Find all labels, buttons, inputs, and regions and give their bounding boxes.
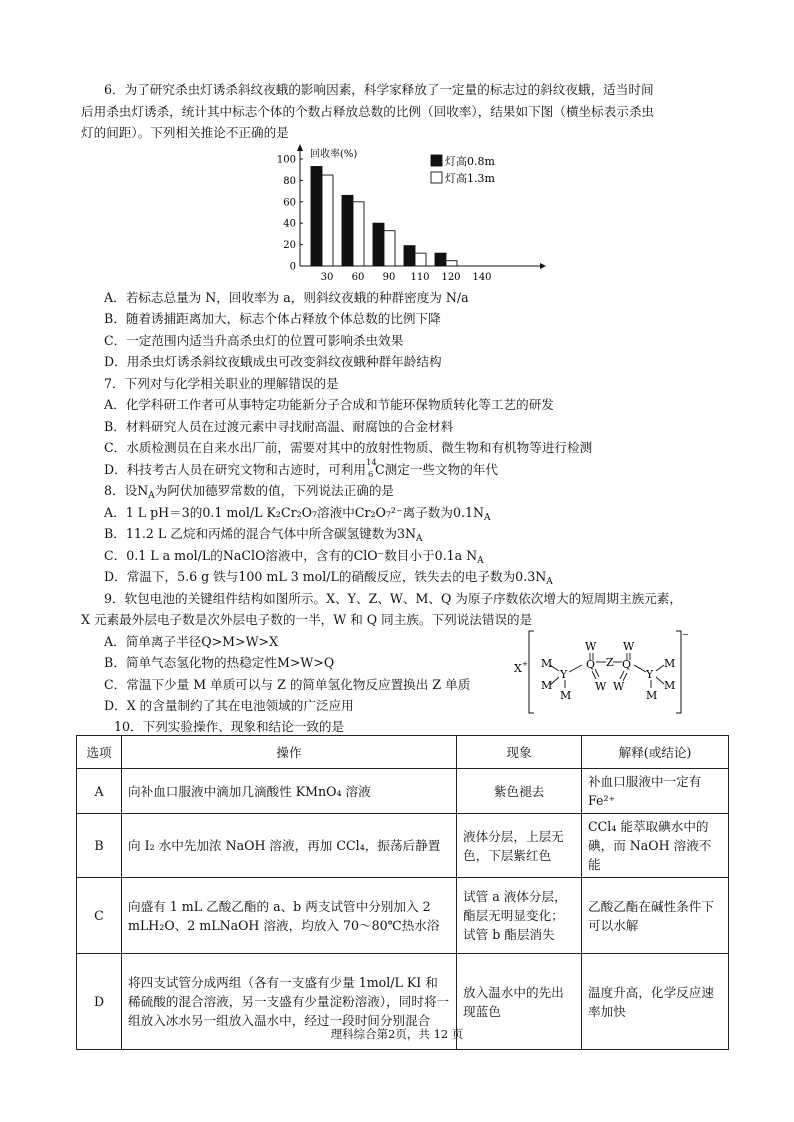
row-operation: 向盛有 1 mL 乙酸乙酯的 a、b 两支试管中分别加入 2 mLH₂O、2 mLNaOH 溶液，均放入 70～80℃热水浴 [122,878,457,954]
atom-m: M [664,657,676,670]
table-row [77,878,729,954]
x-tick-label: 120 [441,272,461,283]
row-option: B [77,814,122,878]
x-tick-label: 110 [410,272,430,283]
cation-charge: + [522,660,528,668]
q7-option-d [104,459,498,480]
row-explanation: CCl₄ 能萃取碘水中的碘，而 NaOH 溶液不能 [582,814,729,878]
q9-option-d: D．X 的含量制约了其在电池领域的广泛应用 [104,698,354,713]
atom-m: M [560,689,572,702]
right-bracket [676,631,681,713]
row-option: C [77,878,122,954]
table-row [77,769,729,814]
y-axis-arrow [297,144,303,151]
bar-h13 [353,202,364,266]
row-phenomenon: 紫色褪去 [457,769,582,814]
x-axis-arrow [540,263,546,269]
q8-stem-post: 为阿伏加德罗常数的值，下列说法正确的是 [154,483,395,498]
q9-option-b: B．简单气态氢化物的热稳定性M>W>Q [104,655,335,670]
q7-option-a: A．化学科研工作者可从事特定功能新分子合成和节能环保物质转化等工艺的研发 [104,397,554,412]
y-tick-label: 60 [283,197,296,209]
atoms [541,640,675,702]
q8-option-b-sub: A [415,534,423,544]
row-option: A [77,769,122,814]
q9-option-c: C．常温下少量 M 单质可以与 Z 的简单氢化物反应置换出 Z 单质 [104,677,471,692]
atom-q: Q [586,658,596,671]
atom-m: M [646,689,658,702]
bar-h08 [311,166,322,266]
atom-w: W [585,640,597,653]
header-operation: 操作 [122,736,457,769]
recovery-rate-chart [268,142,558,287]
q8-option-d-sub: A [546,577,553,587]
atom-y: Y [560,668,568,681]
atom-m: M [664,679,676,692]
atom-y: Y [646,668,654,681]
q7-stem: 7．下列对与化学相关职业的理解错误的是 [104,376,339,391]
q6-option-a: A．若标志总量为 N，回收率为 a，则斜纹夜蛾的种群密度为 N/a [104,290,469,305]
bar-h13 [415,253,426,266]
x-tick-label: 140 [472,272,492,283]
x-tick-label: 60 [351,272,365,283]
q8-option-b-text: B．11.2 L 乙烷和丙烯的混合气体中所含碳氢键数为3N [104,526,416,541]
isotope-element: C [374,462,385,477]
q6-option-d: D．用杀虫灯诱杀斜纹夜蛾成虫可改变斜纹夜蛾种群年龄结构 [104,354,442,369]
q10-stem: 10．下列实验操作、现象和结论一致的是 [114,719,345,734]
battery-anion-structure [512,627,688,717]
y-tick-label: 0 [289,261,296,273]
x-tick-label: 30 [320,272,334,283]
bar-h08 [435,253,446,266]
header-explanation: 解释(或结论) [582,736,729,769]
atom-m: M [541,657,553,670]
isotope-notation [365,458,377,480]
isotope-mass: 14 [365,458,377,468]
q8-option-c-text: C．0.1 L a mol/L的NaClO溶液中，含有的ClO⁻数目小于0.1a N [104,548,478,563]
q6-option-b: B．随着诱捕距离加大，标志个体占释放个体总数的比例下降 [104,311,441,326]
bar-h13 [384,231,395,266]
legend-swatch [431,155,442,166]
page-footer: 理科综合第2页，共 12 页 [330,1027,464,1041]
y-tick-label: 80 [283,175,296,187]
row-phenomenon: 放入温水中的先出现蓝色 [457,954,582,1050]
row-operation: 向 I₂ 水中先加浓 NaOH 溶液，再加 CCl₄，振荡后静置 [122,814,457,878]
y-tick-label: 40 [283,218,296,230]
y-tick-label: 100 [276,154,296,166]
atom-q: Q [622,658,632,671]
atom-z: Z [606,656,614,669]
anion-charge: − [682,630,689,639]
x-tick-label: 90 [382,272,396,283]
atom-w: W [595,680,607,693]
row-option: D [77,954,122,1050]
row-explanation: 乙酸乙酯在碱性条件下可以水解 [582,878,729,954]
q7-option-d-pre: D．科技考古人员在研究文物和古迹时，可利用 [104,462,366,477]
q6-line-1: 6．为了研究杀虫灯诱杀斜纹夜蛾的影响因素，科学家释放了一定量的标志过的斜纹夜蛾，适当时间 [104,82,654,97]
header-phenomenon: 现象 [457,736,582,769]
row-phenomenon: 液体分层，上层无色，下层紫红色 [457,814,582,878]
q8-option-c-sub: A [477,556,484,566]
bar-h08 [342,195,353,266]
y-axis-label: 回收率(%) [310,149,358,160]
q8-option-a-text: A．1 L pH＝3的0.1 mol/L K₂Cr₂O₇溶液中Cr₂O₇²⁻离子数为0.1N [104,505,485,520]
bar-h13 [322,175,333,266]
q7-option-b: B．材料研究人员在过渡元素中寻找耐高温、耐腐蚀的合金材料 [104,419,454,434]
table-header-row [77,736,729,769]
bar-h08 [404,246,415,266]
bar-h13 [446,261,457,266]
q8-stem-sub: A [148,491,155,501]
atom-m: M [541,679,553,692]
q9-line-1: 9．软包电池的关键组件结构如图所示。X、Y、Z、W、M、Q 为原子序数依次增大的短周期主族元素， [104,591,682,606]
legend-label: 灯高1.3m [445,172,495,185]
q8-stem-pre: 8．设N [104,483,149,498]
legend-label: 灯高0.8m [445,155,495,168]
row-operation: 将四支试管分成两组（各有一支盛有少量 1mol/L KI 和稀硫酸的混合溶液，另一支盛有少量淀粉溶液），同时将一组放入冰水另一组放入温水中，经过一段时间分别混合 [122,954,457,1050]
row-phenomenon: 试管 a 液体分层，酯层无明显变化；试管 b 酯层消失 [457,878,582,954]
bar-h08 [373,223,384,266]
q7-option-c: C．水质检测员在自来水出厂前，需要对其中的放射性物质、微生物和有机物等进行检测 [104,440,593,455]
q9-line-2: X 元素最外层电子数是次外层电子数的一半，W 和 Q 同主族。下列说法错误的是 [81,612,533,627]
q9-option-a: A．简单离子半径Q>M>W>X [104,634,279,649]
legend-swatch [431,172,442,183]
q6-line-3: 灯的间距）。下列相关推论不正确的是 [81,125,289,140]
isotope-number: 6 [367,470,374,480]
row-operation: 向补血口服液中滴加几滴酸性 KMnO₄ 溶液 [122,769,457,814]
atom-w: W [623,640,635,653]
experiment-table [76,735,729,1050]
table-row [77,814,729,878]
row-explanation: 温度升高，化学反应速率加快 [582,954,729,1050]
q6-option-c: C．一定范围内适当升高杀虫灯的位置可影响杀虫效果 [104,333,404,348]
header-option: 选项 [77,736,122,769]
q8-option-a-sub: A [484,513,491,523]
q7-option-d-post: 测定一些文物的年代 [384,462,498,477]
q8-option-d-text: D．常温下，5.6 g 铁与100 mL 3 mol/L的硝酸反应，铁失去的电子数为0.3N [104,569,547,584]
y-tick-label: 20 [283,240,296,252]
atom-w: W [613,680,625,693]
cation-symbol: X [514,662,522,675]
row-explanation: 补血口服液中一定有 Fe²⁺ [582,769,729,814]
q6-line-2: 后用杀虫灯诱杀，统计其中标志个体的个数占释放总数的比例（回收率），结果如下图（横坐标表示杀虫 [81,104,655,119]
left-bracket [529,631,534,713]
